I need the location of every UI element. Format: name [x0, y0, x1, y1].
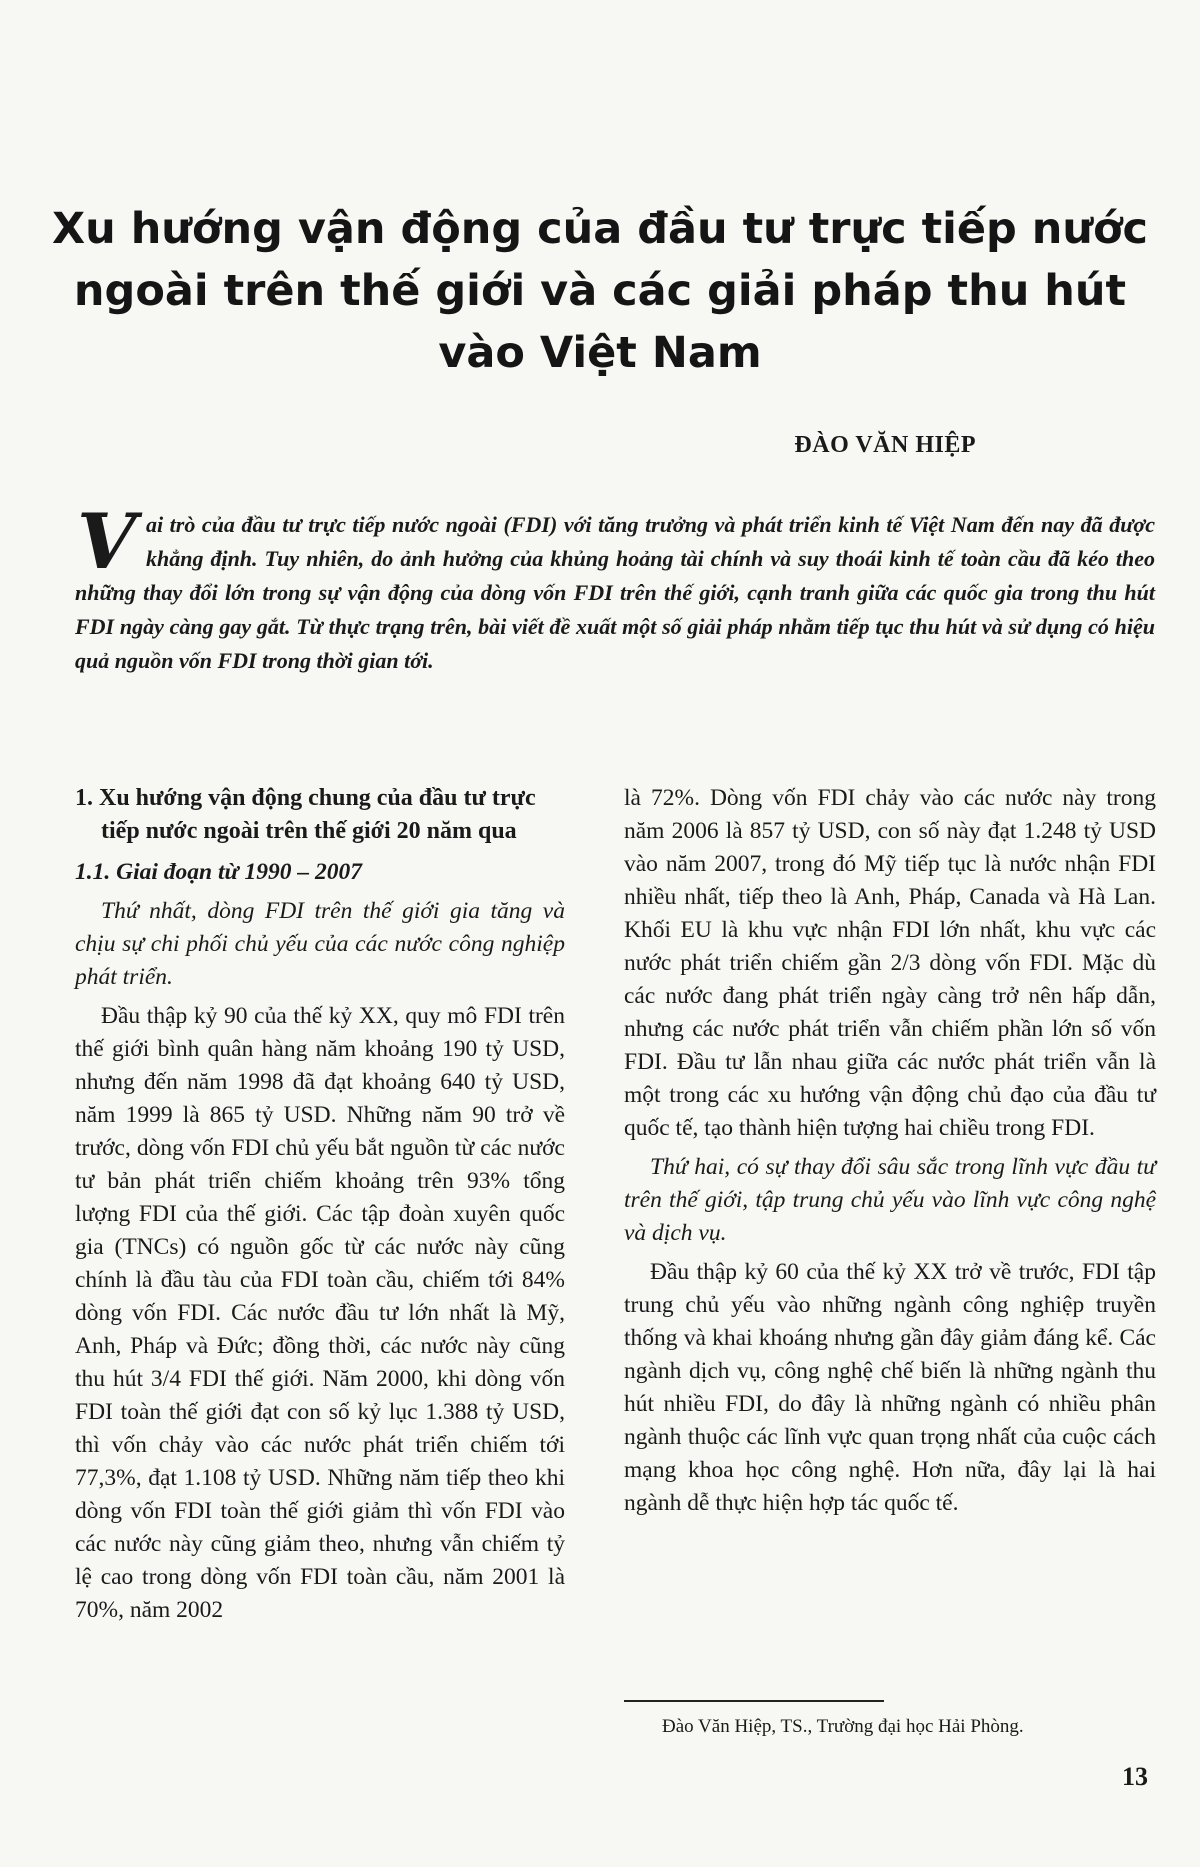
abstract-dropcap: V [77, 497, 136, 586]
body-paragraph: Đầu thập kỷ 60 của thế kỷ XX trở về trước, FDI tập trung chủ yếu vào những ngành công nghiệp truyền thống và khai khoáng nhưng gần đây giảm đáng kể. Các ngành dịch vụ, công nghệ chế biến là những ngành thu hút nhiều FDI, do đây là những ngành có nhiều phân ngành thuộc các lĩnh vực quan trọng nhất của cuộc cách mạng khoa học công nghệ. Hơn nữa, đây lại là hai ngành dễ thực hiện hợp tác quốc tế. [624, 1259, 1156, 1516]
author-name: ĐÀO VĂN HIỆP [794, 432, 976, 458]
abstract [75, 497, 1155, 678]
lead-italic-first: Thứ nhất, dòng FDI trên thế giới gia tăng và chịu sự chi phối chủ yếu của các nước công nghiệp phát triển. [75, 898, 565, 990]
section-heading: 1. Xu hướng vận động chung của đầu tư trực tiếp nước ngoài trên thế giới 20 năm qua [75, 785, 536, 844]
footnote: Đào Văn Hiệp, TS., Trường đại học Hải Phòng. [662, 1716, 1024, 1737]
subsection-heading: 1.1. Giai đoạn từ 1990 – 2007 [75, 859, 362, 885]
page-number: 13 [1122, 1762, 1148, 1791]
right-column [624, 782, 1156, 1520]
abstract-text: ai trò của đầu tư trực tiếp nước ngoài (FDI) với tăng trưởng và phát triển kinh tế Việt Nam đến nay đã được khẳng định. Tuy nhiên, do ảnh hưởng của khủng hoảng tài chính và suy thoái kinh tế toàn cầu đã kéo theo những thay đổi lớn trong sự vận động của dòng vốn FDI trên thế giới, cạnh tranh giữa các quốc gia trong thu hút FDI ngày càng gay gắt. Từ thực trạng trên, bài viết đề xuất một số giải pháp nhằm tiếp tục thu hút và sử dụng có hiệu quả nguồn vốn FDI trong thời gian tới. [75, 512, 1155, 673]
footnote-divider [624, 1700, 884, 1702]
body-paragraph: Đầu thập kỷ 90 của thế kỷ XX, quy mô FDI trên thế giới bình quân hàng năm khoảng 190 tỷ USD, nhưng đến năm 1998 đã đạt khoảng 640 tỷ USD, năm 1999 là 865 tỷ USD. Những năm 90 trở về trước, dòng vốn FDI chủ yếu bắt nguồn từ các nước tư bản phát triển chiếm khoảng trên 93% tổng lượng FDI của thế giới. Các tập đoàn xuyên quốc gia (TNCs) có nguồn gốc từ các nước này cũng chính là đầu tàu của FDI toàn cầu, chiếm tới 84% dòng vốn FDI. Các nước đầu tư lớn nhất là Mỹ, Anh, Pháp và Đức; đồng thời, các nước này cũng thu hút 3/4 FDI thế giới. Năm 2000, khi dòng vốn FDI toàn thế giới đạt con số kỷ lục 1.388 tỷ USD, thì vốn chảy vào các nước phát triển chiếm tới 77,3%, đạt 1.108 tỷ USD. Những năm tiếp theo khi dòng vốn FDI toàn thế giới giảm thì vốn FDI vào các nước này cũng giảm theo, nhưng vẫn chiếm tỷ lệ cao trong dòng vốn FDI toàn cầu, năm 2001 là 70%, năm 2002 [75, 1003, 565, 1623]
left-column [75, 782, 565, 1627]
lead-italic-second: Thứ hai, có sự thay đổi sâu sắc trong lĩnh vực đầu tư trên thế giới, tập trung chủ yếu vào lĩnh vực công nghệ và dịch vụ. [624, 1154, 1156, 1246]
article-title: Xu hướng vận động của đầu tư trực tiếp nước ngoài trên thế giới và các giải pháp thu hút vào Việt Nam [51, 204, 1149, 378]
body-paragraph-continued: là 72%. Dòng vốn FDI chảy vào các nước này trong năm 2006 là 857 tỷ USD, con số này đạt 1.248 tỷ USD vào năm 2007, trong đó Mỹ tiếp tục là nước nhận FDI nhiều nhất, tiếp theo là Anh, Pháp, Canada và Hà Lan. Khối EU là khu vực nhận FDI lớn nhất, khu vực các nước phát triển chiếm gần 2/3 dòng vốn FDI. Mặc dù các nước đang phát triển ngày càng trở nên hấp dẫn, nhưng các nước phát triển vẫn chiếm phần lớn số vốn FDI. Đầu tư lẫn nhau giữa các nước phát triển vẫn là một trong các xu hướng vận động chủ đạo của đầu tư quốc tế, tạo thành hiện tượng hai chiều trong FDI. [624, 785, 1156, 1141]
